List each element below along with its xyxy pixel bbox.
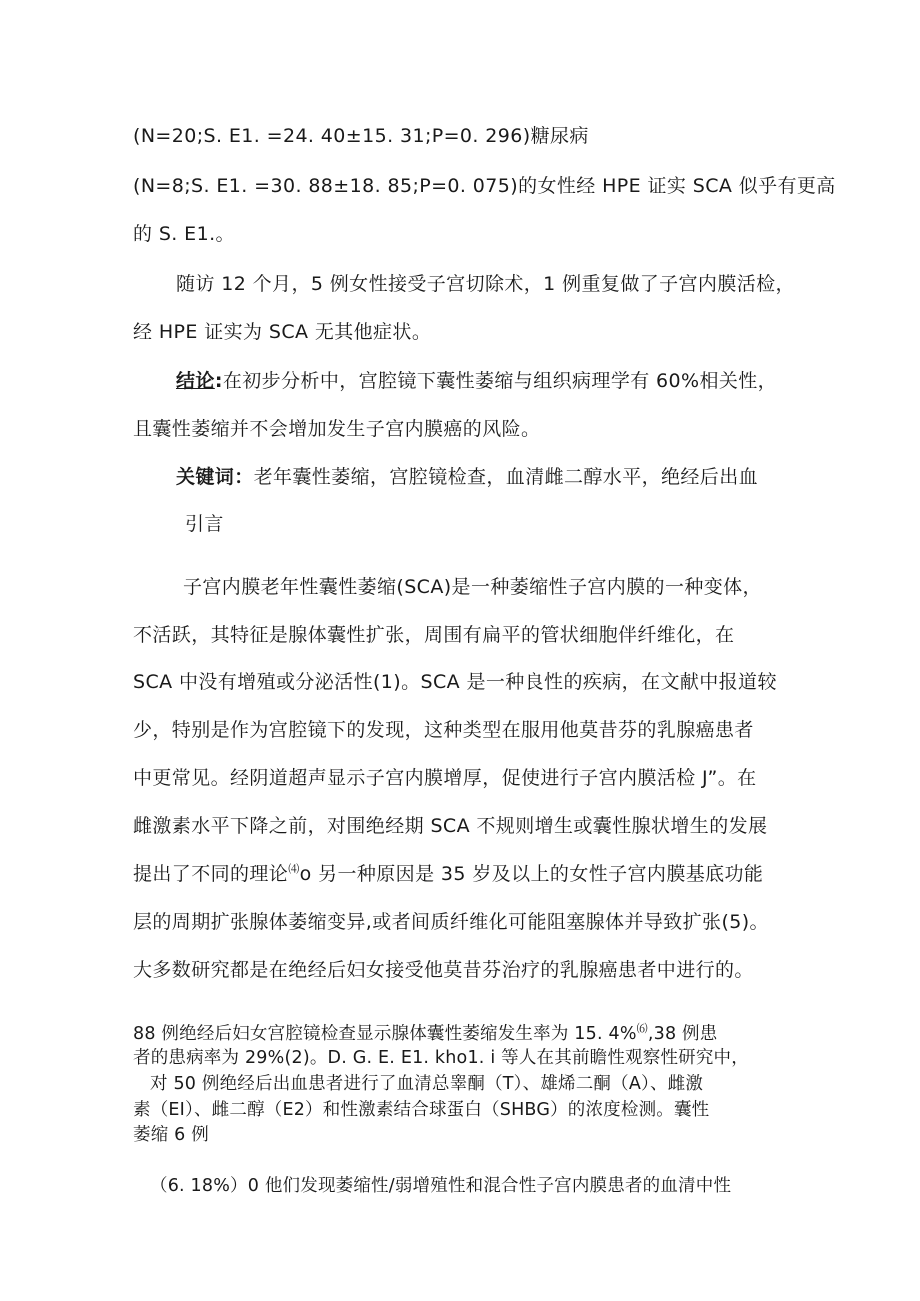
intro-line-7-ref: ⑷ bbox=[288, 862, 300, 876]
stats-line-3: 的 S. E1.。 bbox=[133, 223, 235, 245]
intro-heading: 引言 bbox=[185, 513, 224, 535]
stats-line-2: (N=8;S. E1. =30. 88±18. 85;P=0. 075)的女性经 HPE 证实 SCA 似乎有更高 bbox=[133, 175, 836, 197]
keywords-label: 关键词： bbox=[176, 466, 254, 488]
intro-line-7-post: o 另一种原因是 35 岁及以上的女性子宫内膜基底功能 bbox=[299, 863, 764, 885]
intro-line-1: 子宫内膜老年性囊性萎缩(SCA)是一种萎缩性子宫内膜的一种变体， bbox=[183, 576, 762, 598]
study-line-1 bbox=[133, 1023, 717, 1045]
study-line-2: 者的患病率为 29%(2)。D. G. E. E1. kho1. i 等人在其前瞻性观察性研究中， bbox=[133, 1048, 749, 1068]
followup-line-1: 随访 12 个月，5 例女性接受子宫切除术，1 例重复做了子宫内膜活检， bbox=[176, 273, 795, 295]
stats-line-1: (N=20;S. E1. =24. 40±15. 31;P=0. 296)糖尿病 bbox=[133, 125, 589, 147]
followup-line-2: 经 HPE 证实为 SCA 无其他症状。 bbox=[133, 321, 432, 343]
conclusion-colon: : bbox=[214, 370, 223, 392]
intro-line-3: SCA 中没有增殖或分泌活性(1)。SCA 是一种良性的疾病，在文献中报道较 bbox=[133, 671, 777, 693]
intro-line-6: 雌激素水平下降之前，对围绝经期 SCA 不规则增生或囊性腺状增生的发展 bbox=[133, 815, 768, 837]
study-line-3: 对 50 例绝经后出血患者进行了血清总睾酮（T）、雄烯二酮（A）、雌激 bbox=[150, 1074, 704, 1094]
study-line-5: 萎缩 6 例 bbox=[133, 1125, 209, 1145]
intro-line-9: 大多数研究都是在绝经后妇女接受他莫昔芬治疗的乳腺癌患者中进行的。 bbox=[133, 959, 754, 981]
keywords-line bbox=[176, 465, 758, 489]
conclusion-text-1: 在初步分析中，宫腔镜下囊性萎缩与组织病理学有 60%相关性， bbox=[222, 370, 778, 392]
intro-line-7-pre: 提出了不同的理论 bbox=[133, 863, 289, 885]
intro-line-7 bbox=[133, 862, 763, 886]
intro-line-2: 不活跃，其特征是腺体囊性扩张，周围有扁平的管状细胞伴纤维化，在 bbox=[133, 624, 735, 646]
study-line-4: 素（EI）、雌二醇（E2）和性激素结合球蛋白（SHBG）的浓度检测。囊性 bbox=[133, 1100, 710, 1120]
conclusion-line-2: 且囊性萎缩并不会增加发生子宫内膜癌的风险。 bbox=[133, 418, 541, 440]
intro-line-5: 中更常见。经阴道超声显示子宫内膜增厚，促使进行子宫内膜活检 J”。在 bbox=[133, 767, 757, 789]
intro-line-4: 少，特别是作为宫腔镜下的发现，这种类型在服用他莫昔芬的乳腺癌患者 bbox=[133, 719, 754, 741]
study-line-1-post: ,38 例患 bbox=[647, 1024, 718, 1044]
conclusion-label: 结论 bbox=[176, 370, 215, 392]
intro-line-8: 层的周期扩张腺体萎缩变异,或者间质纤维化可能阻塞腺体并导致扩张(5)。 bbox=[133, 911, 769, 933]
study-line-1-pre: 88 例绝经后妇女宫腔镜检查显示腺体囊性萎缩发生率为 15. 4% bbox=[133, 1024, 637, 1044]
study-line-1-ref: ⑹ bbox=[636, 1022, 648, 1036]
keywords-text: 老年囊性萎缩，宫腔镜检查，血清雌二醇水平，绝经后出血 bbox=[253, 466, 759, 488]
conclusion-line-1 bbox=[176, 369, 777, 393]
study-line-6: （6. 18%）0 他们发现萎缩性/弱增殖性和混合性子宫内膜患者的血清中性 bbox=[150, 1176, 732, 1196]
